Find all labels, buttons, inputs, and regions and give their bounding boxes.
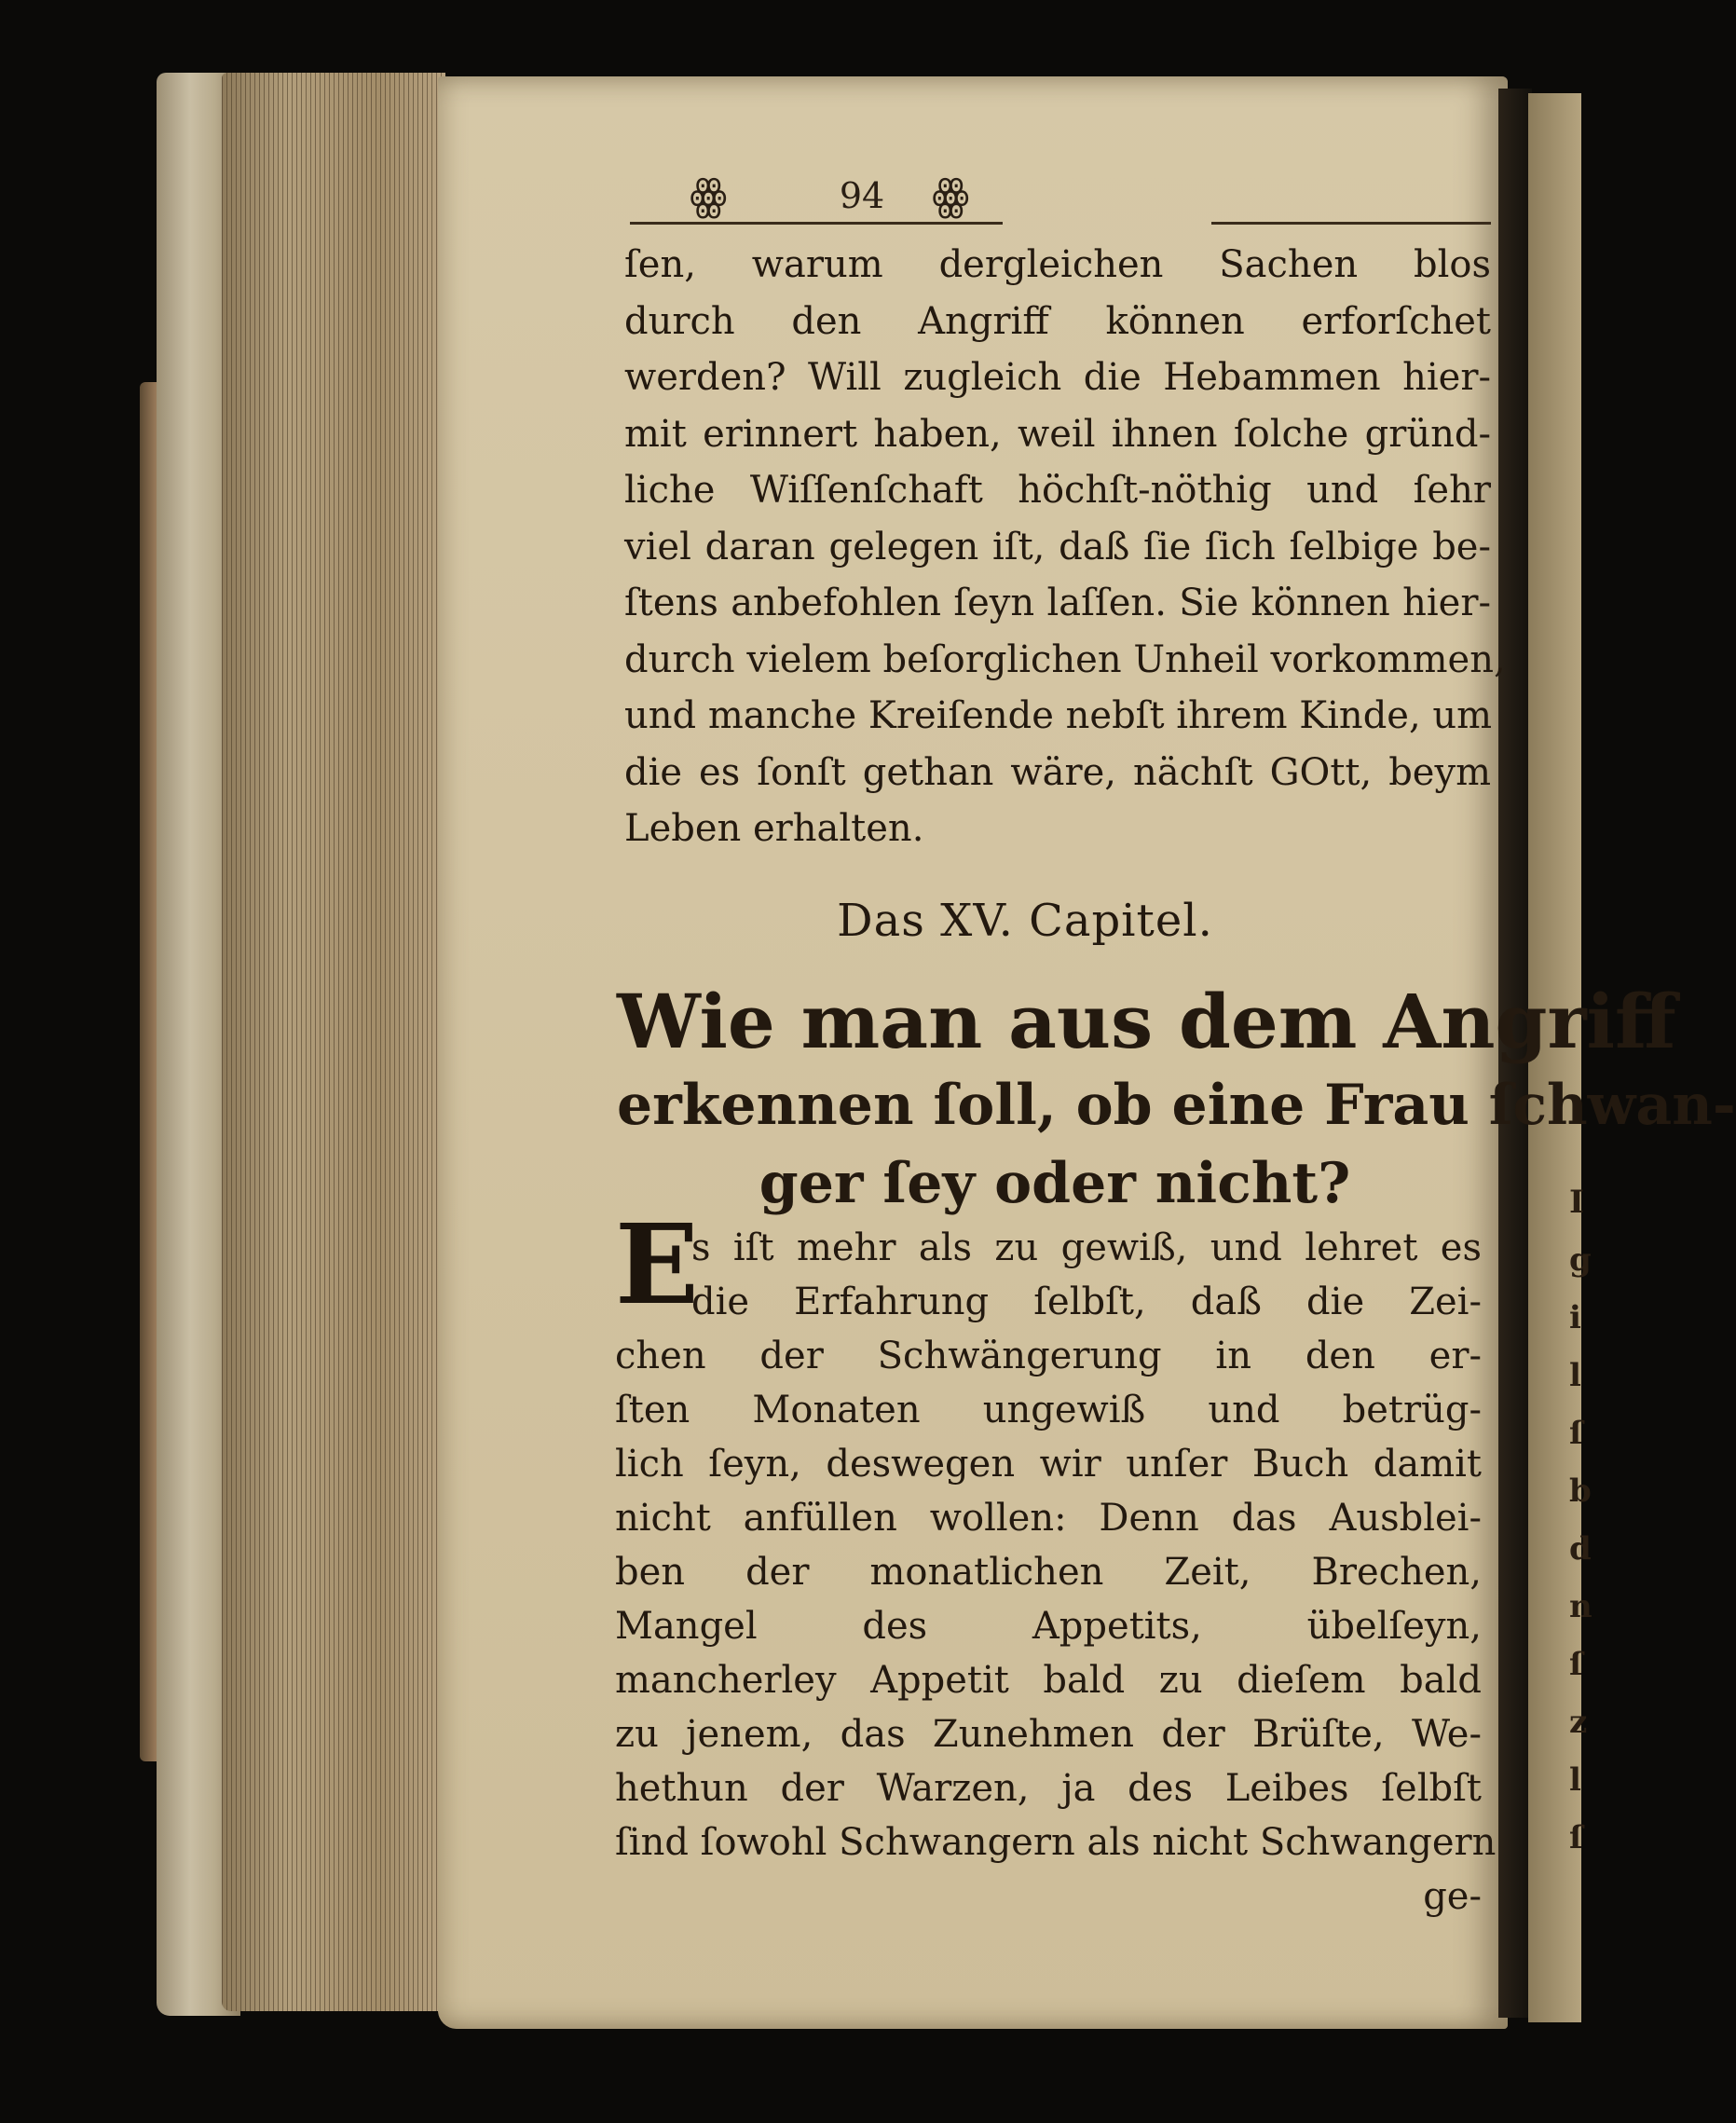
catchword: ge-	[1423, 1875, 1482, 1918]
next-page-glyph: ſ	[1569, 1415, 1583, 1452]
chapter-label: Das XV. Capitel.	[837, 895, 1213, 947]
text-line: werden? Will zugleich die Hebammen hier-	[624, 356, 1491, 399]
page-header	[634, 170, 1155, 235]
chapter-title-line: ger ſey oder nicht?	[759, 1151, 1351, 1216]
header-rule-left	[630, 222, 1003, 225]
main-paragraph	[615, 1221, 1497, 1870]
text-line: liche Wiſſenſchaft höchſt-nöthig und ſehr	[624, 469, 1491, 512]
top-paragraph	[624, 237, 1506, 857]
text-line: mancherley Appetit bald zu dieſem bald	[615, 1659, 1482, 1702]
drop-cap: E	[615, 1199, 699, 1329]
text-line: die Erfahrung ſelbſt, daß die Zei-	[691, 1281, 1482, 1323]
text-line: viel daran gelegen iſt, daß ſie ſich ſelbige be-	[624, 525, 1491, 568]
next-page-glyph: z	[1569, 1704, 1588, 1741]
next-page-glyph: b	[1569, 1472, 1592, 1510]
text-line: chen der Schwängerung in den er-	[615, 1335, 1482, 1377]
page-number: 94	[839, 175, 885, 216]
text-line: s iſt mehr als zu gewiß, und lehret es	[691, 1226, 1482, 1269]
text-line: nicht anfüllen wollen: Denn das Ausblei-	[615, 1497, 1482, 1540]
next-page-glyph: n	[1569, 1588, 1592, 1625]
next-page-glyph: l	[1569, 1761, 1581, 1799]
next-page-glyph: g	[1569, 1241, 1592, 1279]
next-page-glyph: ſ	[1569, 1646, 1583, 1683]
text-line: ſtens anbefohlen ſeyn laſſen. Sie können hier-	[624, 582, 1491, 624]
text-line: hethun der Warzen, ja des Leibes ſelbſt	[615, 1767, 1482, 1810]
next-page-glyph: I	[1569, 1184, 1584, 1221]
next-page-glyph: ſ	[1569, 1819, 1583, 1856]
text-line: die es ſonſt gethan wäre, nächſt GOtt, beym	[624, 750, 1491, 794]
text-line: ſen, warum dergleichen Sachen blos	[624, 243, 1491, 286]
ornament-left-icon: ꙮ	[690, 170, 724, 220]
chapter-title-line: erkennen ſoll, ob eine Frau ſchwan-	[617, 1073, 1736, 1138]
chapter-title	[617, 977, 1736, 1223]
text-line: ſind ſowohl Schwangern als nicht Schwangern	[615, 1821, 1497, 1864]
text-line: ſten Monaten ungewiß und betrüg-	[615, 1389, 1482, 1431]
text-line: Leben erhalten.	[624, 807, 924, 850]
header-rule-right	[1211, 222, 1491, 225]
text-line: ben der monatlichen Zeit, Brechen,	[615, 1551, 1482, 1594]
next-page-glyph: i	[1569, 1299, 1581, 1336]
text-line: zu jenem, das Zunehmen der Brüſte, We-	[615, 1713, 1482, 1756]
text-line: Mangel des Appetits, übelſeyn,	[615, 1605, 1482, 1648]
ornament-right-icon: ꙮ	[932, 170, 966, 220]
text-line: lich ſeyn, deswegen wir unſer Buch damit	[615, 1443, 1482, 1486]
text-line: mit erinnert haben, weil ihnen ſolche gründ-	[624, 412, 1491, 456]
text-line: durch den Angriff können erforſchet	[624, 299, 1491, 343]
next-page-glyph: d	[1569, 1530, 1592, 1568]
text-line: und manche Kreiſende nebſt ihrem Kinde, um	[624, 694, 1493, 737]
text-line: durch vielem beſorglichen Unheil vorkommen,	[624, 637, 1506, 681]
chapter-title-line: Wie man aus dem Angriff	[617, 978, 1676, 1065]
next-page-glyph: l	[1569, 1357, 1581, 1394]
